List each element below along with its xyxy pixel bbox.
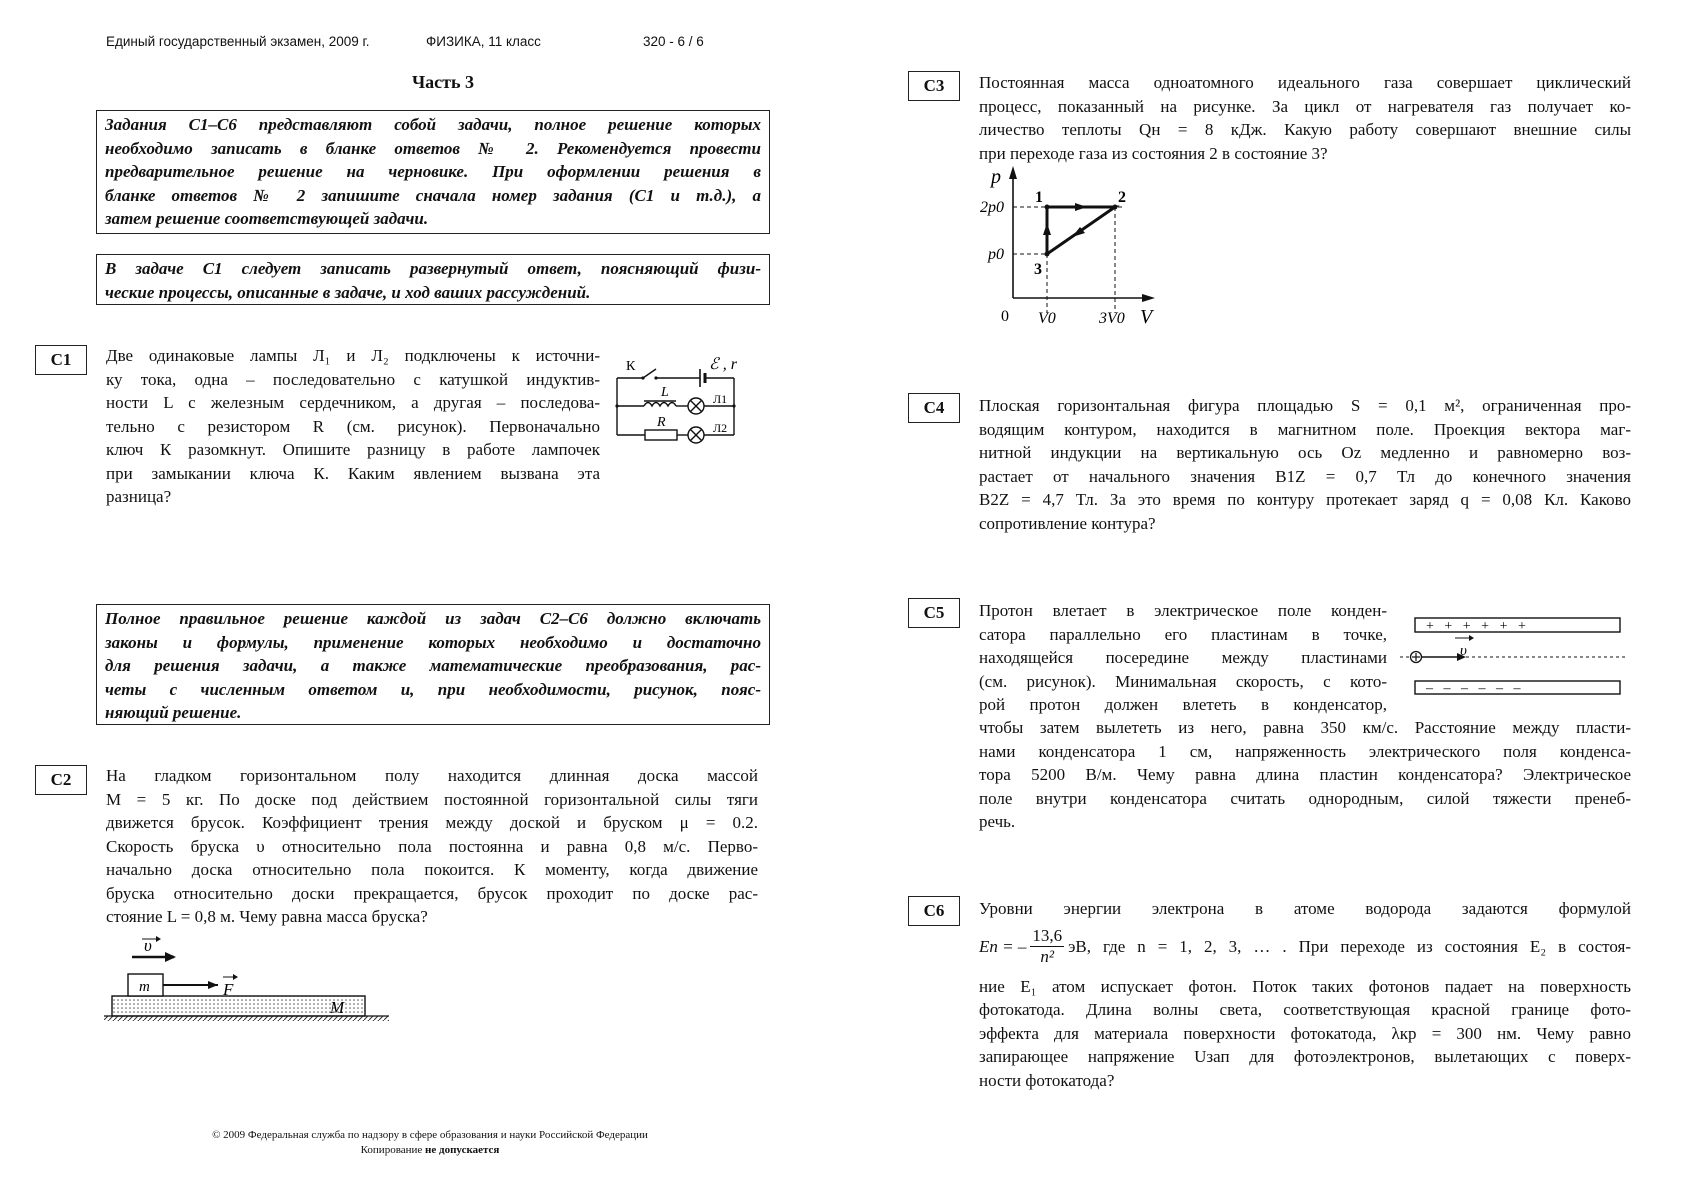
c4-line: водящим контуром, находится в магнитном поле. Проекция вектора маг- xyxy=(979,419,1631,439)
intro-box xyxy=(96,110,770,234)
c3-line: Постоянная масса одноатомного идеального газа совершает циклический xyxy=(979,73,1631,92)
c4-line: нитной индукции на вертикальную ось Oz медленно и равномерно воз- xyxy=(979,443,1631,462)
formula-numerator: 13,6 xyxy=(1032,926,1063,945)
c2-line: начально доска относительно пола покоится. К моменту, когда движение xyxy=(106,860,758,879)
axis-label-v: V xyxy=(1140,306,1153,328)
task-tag-c6: C6 xyxy=(908,896,960,926)
c1-line: разница? xyxy=(106,487,172,506)
c6-line: ности фотокатода? xyxy=(979,1070,1115,1090)
solution-line: для решения задачи, а также математические преобразования, рас- xyxy=(105,656,761,675)
tick-label-2p0: 2p0 xyxy=(980,199,1004,216)
c6-line: фотокатода. Длина волны света, соответствующая красной границе фото- xyxy=(979,1000,1631,1019)
c4-text xyxy=(979,394,1631,535)
c1-line: ку тока, одна – последовательно с катушкой индуктив- xyxy=(106,369,600,389)
solution-line: Полное правильное решение каждой из задач С2–С6 должно включать xyxy=(105,609,761,628)
circuit-label-lamp2: Л2 xyxy=(713,421,728,435)
c6-line: запирающее напряжение Uзап для фотоэлектронов, вылетающих с поверх- xyxy=(979,1047,1631,1066)
tick-label-v0: V0 xyxy=(1038,310,1056,327)
part-title: Часть 3 xyxy=(411,72,475,92)
c5-line: поле внутри конденсатора считать однородным, силой тяжести пренеб- xyxy=(979,788,1631,808)
c5-line: речь. xyxy=(979,812,1016,831)
c5-line: находящейся посередине между пластинами xyxy=(979,648,1387,667)
c3-line: при переходе газа из состояния 2 в состояние 3? xyxy=(979,143,1328,163)
solution-line: законы и формулы, применение которых необходимо и достаточно xyxy=(105,632,761,652)
c3-line: личество теплоты Qн = 8 кДж. Какую работу совершают внешние силы xyxy=(979,120,1631,139)
board-block-figure xyxy=(104,930,394,1025)
figure-label-force: F xyxy=(223,980,234,999)
c5-line: нами конденсатора 1 см, напряженность электрического поля конденса- xyxy=(979,741,1631,761)
c4-line: Плоская горизонтальная фигура площадью S = 0,1 м², ограниченная про- xyxy=(979,396,1631,415)
formula-denominator: n² xyxy=(1040,947,1055,966)
c4-line: сопротивление контура? xyxy=(979,513,1156,533)
circuit-label-inductor: L xyxy=(661,385,669,400)
c2-line: движется брусок. Коэффициент трения между доской и бруском μ = 0.2. xyxy=(106,813,758,832)
c1-line: ключ К разомкнут. Опишите разницу в работе лампочек xyxy=(106,440,600,459)
c1-note-box xyxy=(96,254,770,305)
intro-line: затем решение соответствующей задачи. xyxy=(105,209,429,228)
footer-copying-forbidden: не допускается xyxy=(425,1144,500,1156)
figure-label-block: m xyxy=(139,979,150,995)
formula-lhs: En = – xyxy=(979,936,1027,956)
capacitor-figure xyxy=(1400,612,1630,702)
circuit-label-key: К xyxy=(626,359,636,374)
intro-line: Задания С1–С6 представляют собой задачи, полное решение которых xyxy=(105,115,761,134)
c6-text xyxy=(979,897,1631,1092)
header-page: 320 - 6 / 6 xyxy=(643,34,704,49)
task-tag-c3: C3 xyxy=(908,71,960,101)
circuit-label-emf: ℰ , r xyxy=(709,356,737,373)
footer-copyright: © 2009 Федеральная служба по надзору в сфере образования и науки Российской Федерации xyxy=(212,1129,648,1141)
footer-copying xyxy=(120,1143,740,1158)
task-tag-c5: C5 xyxy=(908,598,960,628)
full-solution-box xyxy=(96,604,770,725)
c2-line: бруска относительно доски прекращается, брусок проходит по доске рас- xyxy=(106,883,758,903)
intro-line: предварительное решение на черновике. При оформлении решения в xyxy=(105,162,761,181)
c6-line: эффекта для материала поверхности фотокатода, λкр = 300 нм. Чему равно xyxy=(979,1023,1631,1043)
capacitor-plus-signs: + + + + + + xyxy=(1426,619,1526,634)
task-tag-c1: C1 xyxy=(35,345,87,375)
circuit-label-resistor: R xyxy=(657,415,666,430)
c5-line: тора 5200 В/м. Чему равна длина пластин конденсатора? Электрическое xyxy=(979,765,1631,784)
solution-line: четы с численным ответом и, при необходимости, рисунок, пояс- xyxy=(105,679,761,699)
c2-line: стояние L = 0,8 м. Чему равна масса бруска? xyxy=(106,907,428,926)
circuit-label-lamp1: Л1 xyxy=(713,392,728,406)
tick-label-p0: p0 xyxy=(988,246,1004,263)
point-label-3: 3 xyxy=(1034,261,1042,278)
c3-text xyxy=(979,71,1631,165)
c2-text xyxy=(106,764,758,929)
capacitor-minus-signs: – – – – – – xyxy=(1426,681,1521,696)
figure-label-board: M xyxy=(330,998,345,1017)
c3-line: процесс, показанный на рисунке. За цикл от нагревателя газ получает ко- xyxy=(979,96,1631,116)
c6-formula-line xyxy=(979,923,1631,971)
c6-line: Уровни энергии электрона в атоме водорода задаются формулой xyxy=(979,899,1631,918)
header-exam: Единый государственный экзамен, 2009 г. xyxy=(106,34,370,49)
circuit-diagram xyxy=(610,356,750,448)
capacitor-label-velocity: υ xyxy=(1460,643,1467,659)
tick-label-3v0: 3V0 xyxy=(1099,310,1125,327)
axis-label-p: p xyxy=(991,166,1001,188)
c5-line: Протон влетает в электрическое поле конден- xyxy=(979,601,1387,620)
c1-line: ности L с железным сердечником, а другая – последова- xyxy=(106,393,600,412)
footer-copying-label: Копирование xyxy=(360,1144,426,1156)
c1-text xyxy=(106,344,600,509)
figure-label-velocity: υ xyxy=(144,936,152,955)
c5-line: рой протон должен влететь в конденсатор, xyxy=(979,695,1387,714)
c5-line: сатора параллельно его пластинам в точке, xyxy=(979,624,1387,644)
c4-line: B2Z = 4,7 Тл. За это время по контуру протекает заряд q = 0,08 Кл. Каково xyxy=(979,490,1631,509)
intro-line: необходимо записать в бланке ответов № 2. Рекомендуется провести xyxy=(105,138,761,158)
c5-line: чтобы затем вылететь из него, равна 350 км/с. Расстояние между пласти- xyxy=(979,718,1631,737)
axis-origin: 0 xyxy=(1001,308,1009,325)
formula-fraction xyxy=(1030,926,1064,967)
header-subject: ФИЗИКА, 11 класс xyxy=(426,34,541,49)
note-line: В задаче С1 следует записать развернутый ответ, поясняющий физи- xyxy=(105,259,761,278)
formula-rest: эВ, где n = 1, 2, 3, … . При переходе из состояния E₂ в состоя- xyxy=(1068,936,1631,956)
solution-line: няющий решение. xyxy=(105,703,242,722)
task-tag-c2: C2 xyxy=(35,765,87,795)
c5-text-short xyxy=(979,599,1387,717)
pv-diagram xyxy=(975,165,1170,335)
intro-line: бланке ответов № 2 запишите сначала номер задания (С1 и т.д.), а xyxy=(105,185,761,205)
c1-line: Две одинаковые лампы Л₁ и Л₂ подключены к источни- xyxy=(106,346,600,365)
note-line: ческие процессы, описанные в задаче, и ход ваших рассуждений. xyxy=(105,282,591,302)
c4-line: растает от начального значения B1Z = 0,7 Тл до конечного значения xyxy=(979,466,1631,486)
c5-text-full xyxy=(979,716,1631,834)
c2-line: На гладком горизонтальном полу находится длинная доска массой xyxy=(106,766,758,785)
task-tag-c4: C4 xyxy=(908,393,960,423)
c6-line: ние E₁ атом испускает фотон. Поток таких фотонов падает на поверхность xyxy=(979,976,1631,996)
c5-line: (см. рисунок). Минимальная скорость, с кото- xyxy=(979,671,1387,691)
point-label-2: 2 xyxy=(1118,189,1126,206)
point-label-1: 1 xyxy=(1035,189,1043,206)
c2-line: M = 5 кг. По доске под действием постоянной горизонтальной силы тяги xyxy=(106,789,758,809)
c1-line: тельно с резистором R (см. рисунок). Первоначально xyxy=(106,416,600,436)
footer xyxy=(120,1128,740,1158)
c2-line: Скорость бруска υ относительно пола постоянна и равна 0,8 м/с. Перво- xyxy=(106,836,758,856)
c1-line: при замыкании ключа К. Каким явлением вызвана эта xyxy=(106,463,600,483)
